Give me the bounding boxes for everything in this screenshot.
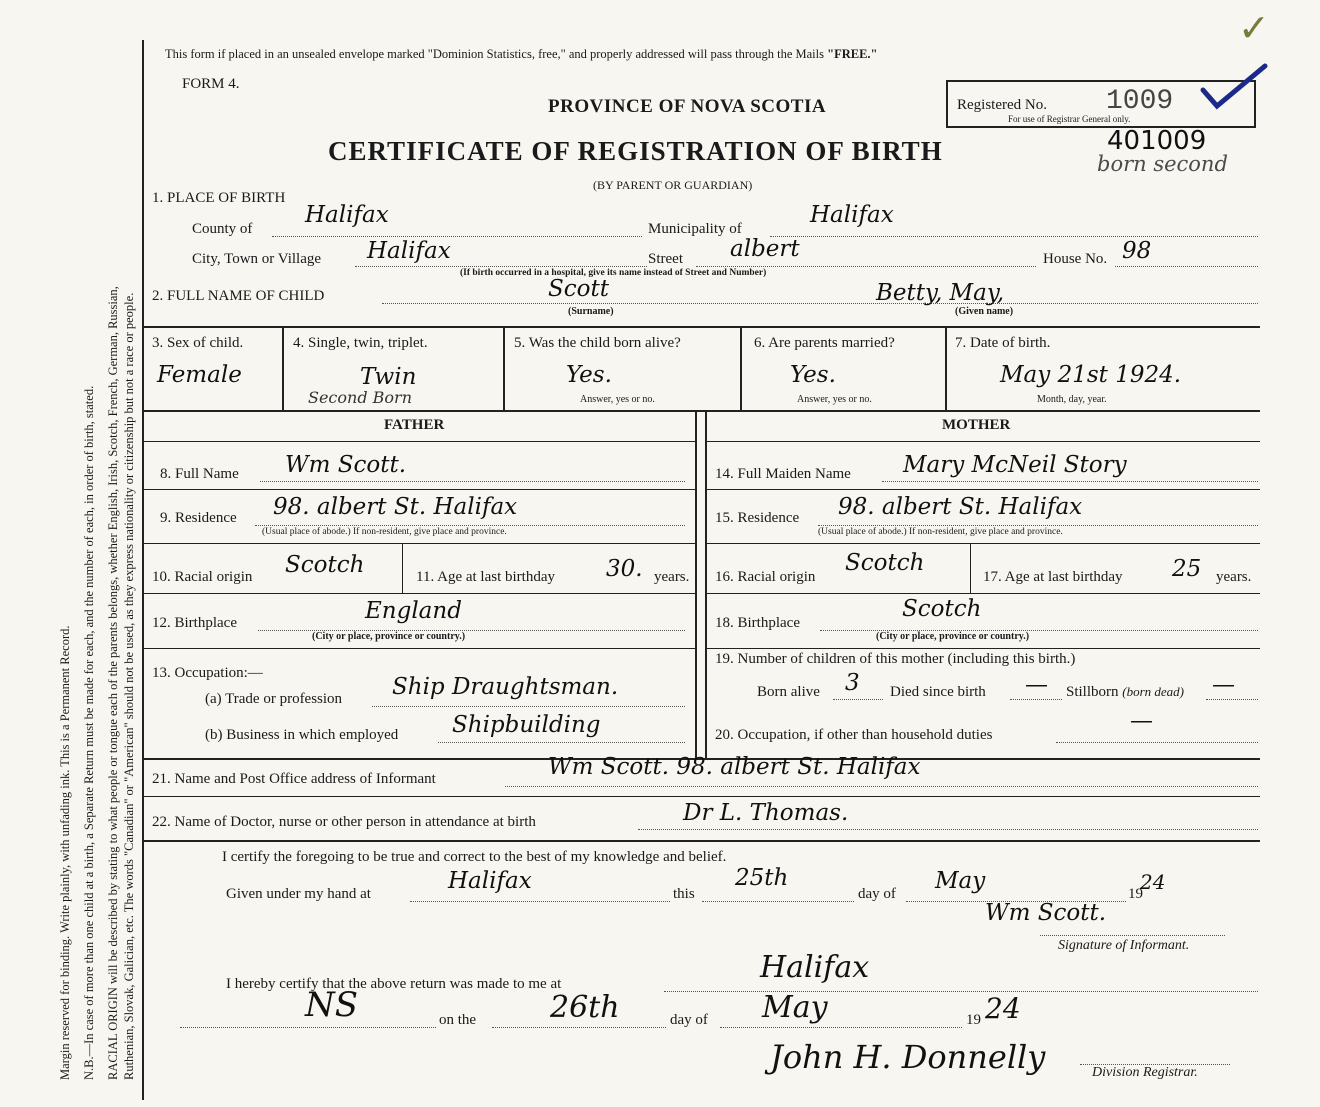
city-value: Halifax: [367, 238, 451, 264]
form-number: FORM 4.: [182, 76, 240, 92]
mother-name-value: Mary McNeil Story: [903, 452, 1127, 478]
this-label: this: [673, 886, 695, 902]
registrar-signature: John H. Donnelly: [770, 1038, 1046, 1076]
father-age-unit: years.: [654, 569, 690, 585]
father-residence-caption: (Usual place of abode.) If non-resident, give place and province.: [262, 527, 507, 537]
city-label: City, Town or Village: [192, 251, 322, 267]
province-title: PROVINCE OF NOVA SCOTIA: [548, 96, 827, 117]
father-birthplace-label: 12. Birthplace: [152, 615, 237, 631]
registered-label: Registered No.: [957, 97, 1047, 113]
children-count-label: 19. Number of children of this mother (including this birth.): [715, 651, 1076, 667]
born-second-annotation: born second: [1097, 152, 1228, 176]
doctor-value: Dr L. Thomas.: [683, 800, 849, 826]
father-heading: FATHER: [384, 417, 445, 433]
plurality-label: 4. Single, twin, triplet.: [293, 335, 428, 351]
mother-age-unit: years.: [1216, 569, 1252, 585]
mail-notice: This form if placed in an unsealed envelope marked "Dominion Statistics, free," and properly addressed will pass through the Mails "FREE.": [165, 47, 878, 61]
informant-signature: Wm Scott.: [985, 900, 1107, 926]
father-age-label: 11. Age at last birthday: [416, 569, 555, 585]
father-birthplace-value: England: [365, 598, 462, 624]
informant-value: Wm Scott. 98. albert St. Halifax: [548, 754, 921, 780]
father-residence-label: 9. Residence: [160, 510, 237, 526]
hospital-note: (If birth occurred in a hospital, give its name instead of Street and Number): [460, 268, 767, 278]
parents-married-label: 6. Are parents married?: [754, 335, 895, 351]
registrar-year-prefix: 19: [966, 1012, 981, 1028]
born-alive-count-value: 3: [845, 670, 860, 696]
born-alive-caption: Answer, yes or no.: [580, 394, 655, 405]
doctor-label: 22. Name of Doctor, nurse or other person in attendance at birth: [152, 814, 536, 830]
margin-racial-note-2: Ruthenian, Slovak, Galician, etc. The words "Canadian" or "American" should not be used, as they express nationality or citizenship but not a race or people.: [122, 292, 136, 1080]
plurality-value: Twin: [360, 364, 417, 390]
given-day-of-label: day of: [858, 886, 896, 902]
margin-racial-note: RACIAL ORIGIN will be described by stating to what people or tongue each of the parents belongs, whether English, Irish, Scotch, French, German, Russian,: [106, 286, 120, 1080]
registrar-month-value: May: [762, 990, 828, 1025]
sex-label: 3. Sex of child.: [152, 335, 244, 351]
stillborn-label: Stillborn (born dead): [1066, 684, 1185, 700]
business-label: (b) Business in which employed: [205, 727, 399, 743]
registered-number: 1009: [1106, 86, 1174, 117]
mother-racial-label: 16. Racial origin: [715, 569, 816, 585]
surname-caption: (Surname): [568, 306, 614, 317]
on-the-label: on the: [439, 1012, 477, 1028]
certification-statement: I certify the foregoing to be true and correct to the best of my knowledge and belief.: [222, 849, 727, 865]
father-name-value: Wm Scott.: [285, 452, 407, 478]
informant-label: 21. Name and Post Office address of Informant: [152, 771, 436, 787]
margin-nb-note: N.B.—In case of more than one child at a birth, a Separate Return must be made for each, and the number of each, in order of birth, stated.: [82, 385, 96, 1080]
business-value: Shipbuilding: [452, 712, 601, 738]
mother-residence-caption: (Usual place of abode.) If non-resident, give place and province.: [818, 527, 1063, 537]
certificate-title: CERTIFICATE OF REGISTRATION OF BIRTH: [328, 136, 943, 166]
mother-birthplace-label: 18. Birthplace: [715, 615, 800, 631]
registrar-year-value: 24: [985, 992, 1021, 1025]
father-racial-label: 10. Racial origin: [152, 569, 253, 585]
mother-occupation-label: 20. Occupation, if other than household duties: [715, 727, 993, 743]
check-mark-icon: [1195, 62, 1270, 112]
municipality-value: Halifax: [810, 202, 894, 228]
municipality-label: Municipality of: [648, 221, 742, 237]
occupation-label: 13. Occupation:—: [152, 665, 263, 681]
died-since-birth-value: —: [1025, 672, 1048, 698]
trade-label: (a) Trade or profession: [205, 691, 343, 707]
place-of-birth-label: 1. PLACE OF BIRTH: [152, 190, 286, 206]
father-residence-value: 98. albert St. Halifax: [273, 494, 518, 520]
father-birthplace-caption: (City or place, province or country.): [312, 631, 466, 642]
mother-residence-value: 98. albert St. Halifax: [838, 494, 1083, 520]
county-value: Halifax: [305, 202, 389, 228]
date-of-birth-value: May 21st 1924.: [1000, 362, 1182, 388]
mother-age-value: 25: [1172, 556, 1202, 582]
born-alive-label: 5. Was the child born alive?: [514, 335, 681, 351]
mother-residence-label: 15. Residence: [715, 510, 800, 526]
pencil-check: ✓: [1238, 8, 1270, 50]
father-age-value: 30.: [606, 556, 643, 582]
given-month-value: May: [935, 868, 986, 894]
given-year-prefix: 19: [1128, 886, 1143, 902]
died-since-birth-label: Died since birth: [890, 684, 986, 700]
mother-name-label: 14. Full Maiden Name: [715, 466, 851, 482]
mother-age-label: 17. Age at last birthday: [983, 569, 1123, 585]
mother-occupation-value: —: [1130, 708, 1153, 734]
father-racial-value: Scotch: [285, 552, 365, 578]
sex-value: Female: [157, 362, 242, 388]
left-border: [142, 40, 144, 1100]
street-label: Street: [648, 251, 683, 267]
registrar-statement: I hereby certify that the above return was made to me at: [226, 976, 562, 992]
given-day-value: 25th: [735, 865, 789, 891]
stamp-number: 401009: [1107, 126, 1207, 156]
house-number-label: House No.: [1043, 251, 1108, 267]
child-surname-value: Scott: [548, 276, 609, 302]
registrar-day-value: 26th: [550, 990, 620, 1025]
date-of-birth-label: 7. Date of birth.: [955, 335, 1051, 351]
plurality-note: Second Born: [308, 388, 412, 407]
margin-binding-note: Margin reserved for binding. Write plainly, with unfading ink. This is a Permanent Record.: [58, 625, 72, 1080]
child-given-name-value: Betty, May,: [876, 280, 1005, 306]
date-of-birth-caption: Month, day, year.: [1037, 394, 1107, 405]
registrar-use-note: For use of Registrar General only.: [1008, 114, 1131, 124]
county-label: County of: [192, 221, 253, 237]
mother-birthplace-value: Scotch: [902, 596, 982, 622]
house-number-value: 98: [1122, 238, 1152, 264]
born-alive-value: Yes.: [566, 362, 612, 388]
parents-married-value: Yes.: [790, 362, 836, 388]
given-year-value: 24: [1140, 870, 1166, 894]
stillborn-value: —: [1212, 672, 1235, 698]
given-name-caption: (Given name): [955, 306, 1014, 317]
registrar-mark: NS: [305, 985, 359, 1025]
mother-racial-value: Scotch: [845, 550, 925, 576]
registrar-day-of-label: day of: [670, 1012, 708, 1028]
informant-signature-caption: Signature of Informant.: [1058, 938, 1190, 953]
trade-value: Ship Draughtsman.: [392, 674, 619, 700]
street-value: albert: [730, 236, 800, 262]
parents-married-caption: Answer, yes or no.: [797, 394, 872, 405]
father-name-label: 8. Full Name: [160, 466, 239, 482]
given-place-value: Halifax: [448, 868, 532, 894]
mother-birthplace-caption: (City or place, province or country.): [876, 631, 1030, 642]
mother-heading: MOTHER: [942, 417, 1011, 433]
child-name-label: 2. FULL NAME OF CHILD: [152, 288, 325, 304]
registrar-place-value: Halifax: [760, 950, 870, 985]
given-under-hand-label: Given under my hand at: [226, 886, 371, 902]
registrar-caption: Division Registrar.: [1092, 1065, 1198, 1080]
certificate-subtitle: (BY PARENT OR GUARDIAN): [593, 178, 753, 192]
born-alive-count-label: Born alive: [757, 684, 820, 700]
